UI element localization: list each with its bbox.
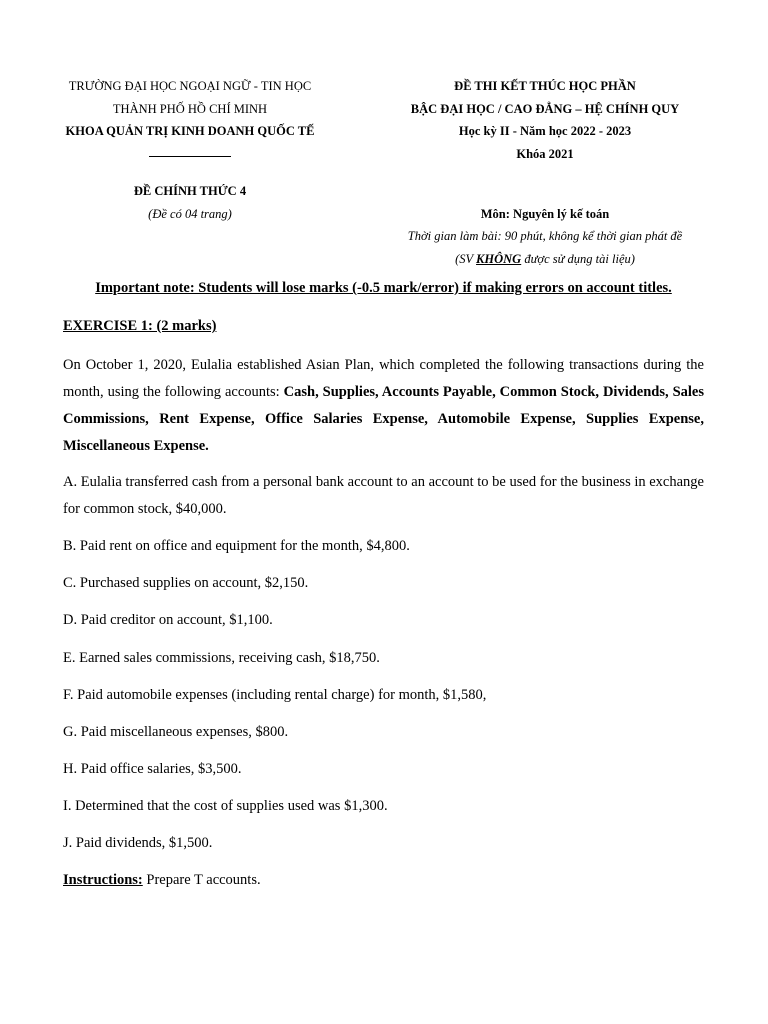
transaction-i: I. Determined that the cost of supplies used was $1,300. (63, 798, 388, 814)
important-note: Important note: Students will lose marks (-0.5 mark/error) if making errors on account titles. (95, 280, 672, 296)
instructions-text: Prepare T accounts. (142, 872, 261, 888)
header-gap (395, 165, 695, 188)
account-list: Cash, Supplies, Accounts Payable, Common Stock, Dividends, Sales Commissions, Rent Expense, Office Salaries Expense, Automobile Expense, Supplies Expense, Miscellaneous Expense. (63, 384, 704, 454)
transaction-g: G. Paid miscellaneous expenses, $800. (63, 724, 289, 740)
transaction-h: H. Paid office salaries, $3,500. (63, 761, 242, 777)
exercise-intro: On October 1, 2020, Eulalia established Asian Plan, which completed the following transactions during the month, using the following accounts: Cash, Supplies, Accounts Payable, Common Stock, Dividends, Sales Commissions, Rent Expense, Office Salaries Expense, Automobile Expense, Supplies Expense, Miscellaneous Expense. (63, 357, 704, 454)
exam-duration: Thời gian làm bài: 90 phút, không kể thời gian phát đề (407, 229, 683, 243)
transaction-a: A. Eulalia transferred cash from a personal bank account to an account to be used for the business in exchange for common stock, $40,000. (63, 474, 704, 517)
city-name: THÀNH PHỐ HỒ CHÍ MINH (112, 101, 268, 116)
program-level: BẬC ĐẠI HỌC / CAO ĐẲNG – HỆ CHÍNH QUY (410, 101, 680, 116)
exam-title: ĐỀ THI KẾT THÚC HỌC PHẦN (454, 79, 636, 93)
school-header (40, 75, 340, 225)
transaction-b: B. Paid rent on office and equipment for the month, $4,800. (63, 538, 410, 554)
transaction-e: E. Earned sales commissions, receiving cash, $18,750. (63, 650, 380, 666)
official-exam-code: ĐỀ CHÍNH THỨC 4 (133, 184, 247, 198)
instructions-label: Instructions: (63, 872, 143, 888)
header-divider (40, 143, 340, 166)
materials-not-allowed: KHÔNG (476, 251, 522, 266)
semester-year: Học kỳ II - Năm học 2022 - 2023 (458, 124, 632, 138)
transaction-j: J. Paid dividends, $1,500. (63, 835, 213, 851)
materials-policy: (SV KHÔNG được sử dụng tài liệu) (455, 251, 635, 266)
university-name: TRƯỜNG ĐẠI HỌC NGOẠI NGỮ - TIN HỌC (68, 79, 312, 93)
transaction-c: C. Purchased supplies on account, $2,150. (63, 575, 309, 591)
subject-name: Môn: Nguyên lý kế toán (480, 206, 610, 221)
transaction-d: D. Paid creditor on account, $1,100. (63, 612, 273, 628)
faculty-name: KHOA QUẢN TRỊ KINH DOANH QUỐC TẾ (65, 124, 315, 138)
instructions (63, 867, 704, 894)
exercise-title: EXERCISE 1: (2 marks) (63, 318, 217, 334)
cohort: Khóa 2021 (516, 146, 574, 161)
page-count-note: (Đề có 04 trang) (148, 206, 232, 221)
transaction-f: F. Paid automobile expenses (including rental charge) for month, $1,580, (63, 687, 487, 703)
exam-header (395, 75, 695, 270)
